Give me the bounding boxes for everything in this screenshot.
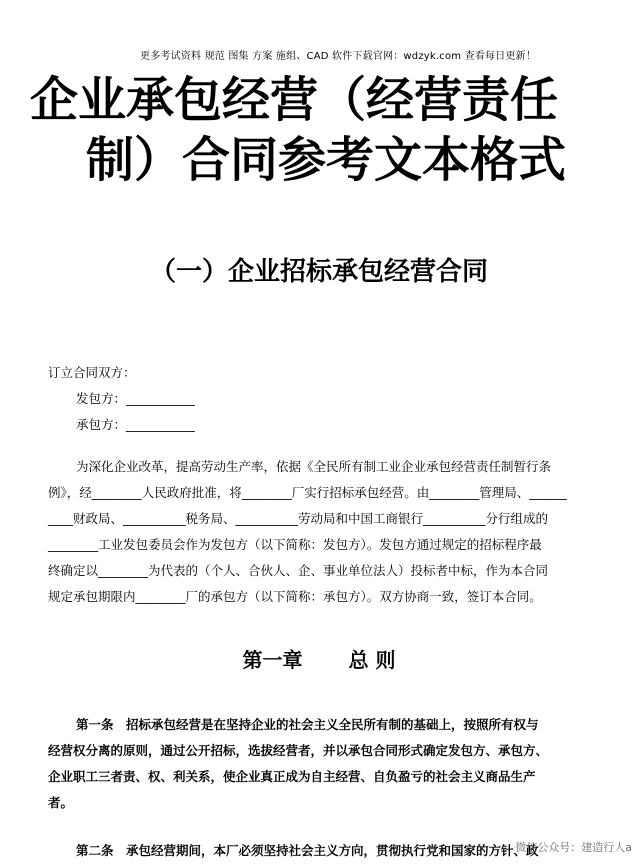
- preamble-paragraph: [48, 454, 614, 610]
- article-line: 企业职工三者责、权、利关系，使企业真正成为自主经营、自负盈亏的社会主义商品生产: [48, 769, 536, 784]
- document-title-line-2: 制）合同参考文本格式: [86, 132, 567, 188]
- article-line: 者。: [48, 795, 74, 810]
- chapter-number: 第一章: [242, 648, 303, 672]
- preamble-line: 终确定以________为代表的（个人、合伙人、企、事业单位法人）投标者中标，作为本合同: [48, 563, 549, 578]
- contractor-line: 承包方：___________: [76, 417, 195, 432]
- article-1: [48, 712, 614, 816]
- watermark-text: 微信公众号：建造行人a: [515, 841, 632, 854]
- document-title-line-1: 企业承包经营（经营责任: [30, 72, 559, 128]
- preamble-line: ________工业发包委员会作为发包方（以下简称：发包方）。发包方通过规定的招标程序最: [48, 537, 542, 552]
- preamble-line: 例》，经________人民政府批准，将________厂实行招标承包经营。由________管理局、______: [48, 485, 567, 500]
- document-title: [30, 70, 610, 190]
- article-line: 第一条 招标承包经营是在坚持企业的社会主义全民所有制的基础上，按照所有权与: [76, 717, 539, 732]
- parties-section: [48, 360, 614, 438]
- chapter-name: 总 则: [348, 648, 396, 672]
- chapter-heading: [0, 645, 638, 675]
- header-download-note: 更多考试资料 规范 图集 方案 施组、CAD 软件下载官网：wdzyk.com 查看每日更新！: [140, 51, 537, 62]
- document-subtitle: （一）企业招标承包经营合同: [149, 257, 488, 287]
- article-line: 第二条 承包经营期间，本厂必须坚持社会主义方向，贯彻执行党和国家的方针、政: [76, 843, 539, 858]
- article-line: 经营权分离的原则，通过公开招标，选拔经营者，并以承包合同形式确定发包方、承包方、: [48, 743, 549, 758]
- preamble-line: 规定承包期限内________厂的承包方（以下简称：承包方）。双方协商一致，签订本合同。: [48, 589, 542, 604]
- issuer-line: 发包方：___________: [76, 391, 195, 406]
- parties-label: 订立合同双方：: [48, 365, 136, 380]
- preamble-line: 为深化企业改革，提高劳动生产率，依据《全民所有制工业企业承包经营责任制暂行条: [76, 459, 552, 474]
- preamble-line: ____财政局、__________税务局、__________劳动局和中国工商银行__________分行组成的: [48, 511, 549, 526]
